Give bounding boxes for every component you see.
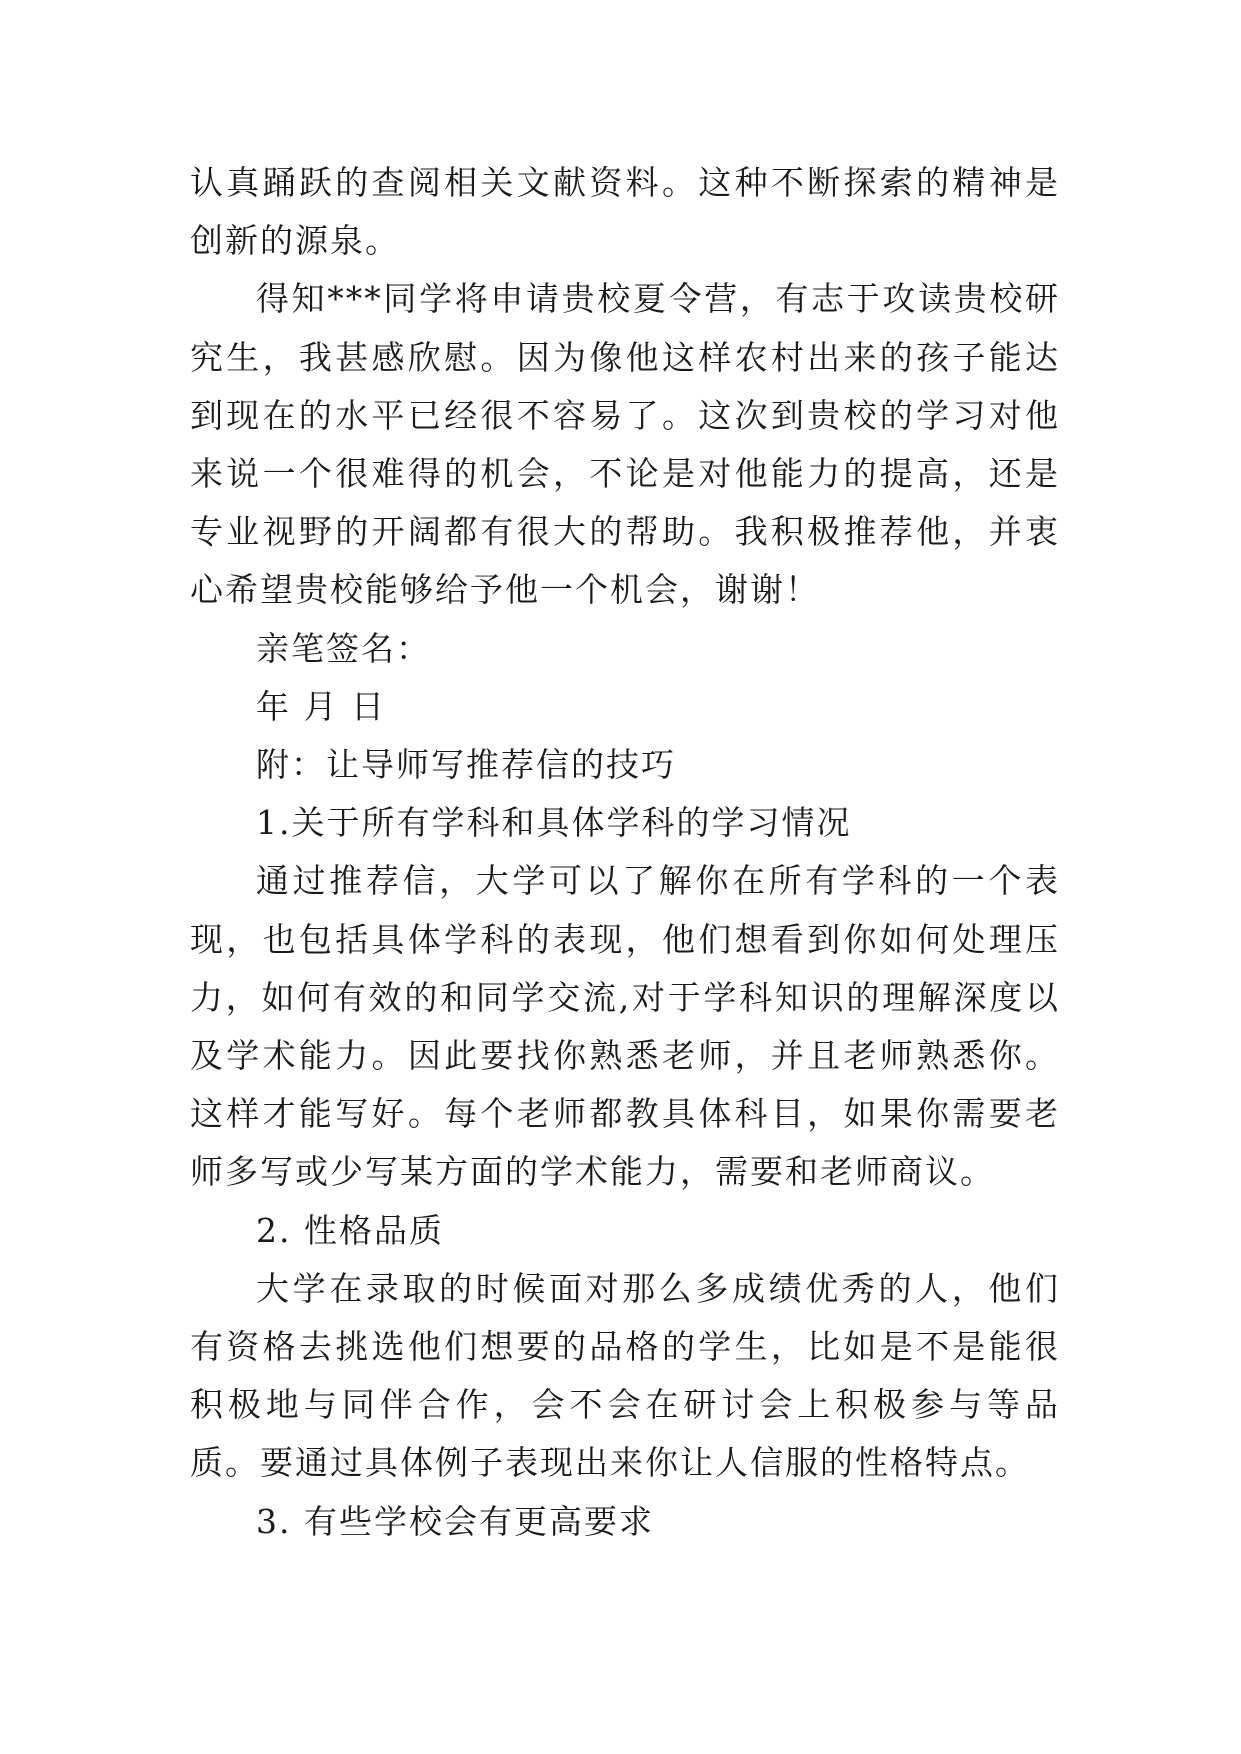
document-body (190, 154, 1060, 1551)
appendix-heading: 附：让导师写推荐信的技巧 (256, 745, 676, 785)
section-body-2: 大学在录取的时候面对那么多成绩优秀的人，他们有资格去挑选他们想要的品格的学生，比如是不是能很积极地与同伴合作，会不会在研讨会上积极参与等品质。要通过具体例子表现出来你让人信服的性格特点。 (190, 1268, 1060, 1483)
section-body-1: 通过推荐信，大学可以了解你在所有学科的一个表现，也包括具体学科的表现，他们想看到你如何处理压力，如何有效的和同学交流,对于学科知识的理解深度以及学术能力。因此要找你熟悉老师，并且老师熟悉你。这样才能写好。每个老师都教具体科目，如果你需要老师多写或少写某方面的学术能力，需要和老师商议。 (190, 861, 1060, 1192)
paragraph-recommendation: 得知***同学将申请贵校夏令营，有志于攻读贵校研究生，我甚感欣慰。因为像他这样农村出来的孩子能达到现在的水平已经很不容易了。这次到贵校的学习对他来说一个很难得的机会，不论是对他能力的提高，还是专业视野的开阔都有很大的帮助。我积极推荐他，并衷心希望贵校能够给予他一个机会，谢谢！ (190, 279, 1060, 610)
section-heading-3: 3. 有些学校会有更高要求 (256, 1501, 654, 1541)
section-heading-2: 2. 性格品质 (256, 1210, 444, 1250)
signature-line: 亲笔签名： (256, 628, 431, 668)
section-heading-1: 1.关于所有学科和具体学科的学习情况 (256, 803, 852, 843)
date-line: 年 月 日 (256, 686, 386, 726)
paragraph-continuation: 认真踊跃的查阅相关文献资料。这种不断探索的精神是创新的源泉。 (190, 163, 1060, 261)
